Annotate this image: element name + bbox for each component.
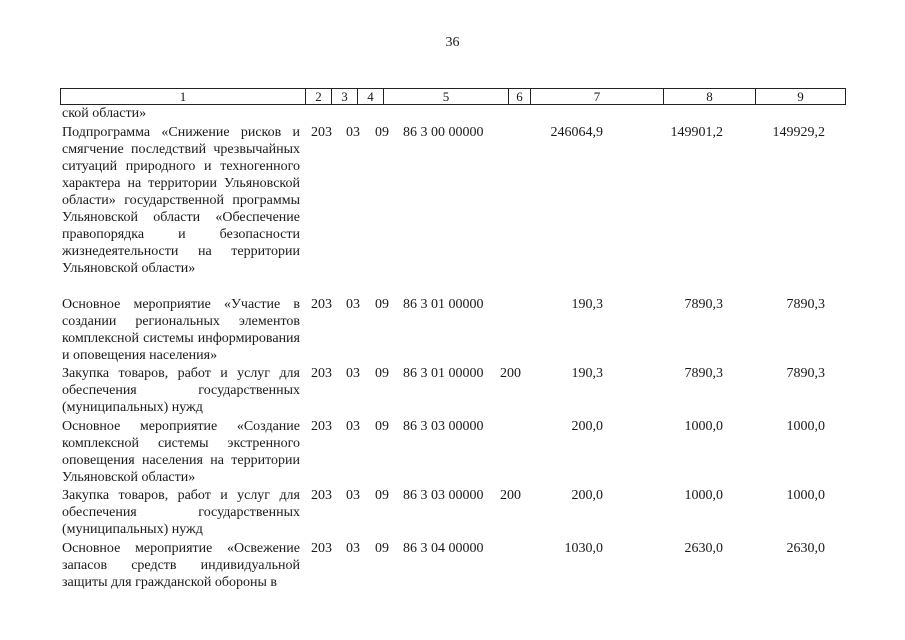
row-col-3: 03: [346, 488, 360, 503]
row-col-8: 1000,0: [684, 488, 723, 503]
row-col-5: 86 3 00 00000: [403, 125, 484, 140]
row-col-4: 09: [375, 366, 389, 381]
row-name: Основное мероприятие «Освежение запасов средств индивидуальной защиты для гражданской обороны в: [62, 541, 300, 590]
row-col-3: 03: [346, 419, 360, 434]
header-col-1: 1: [179, 89, 187, 104]
row-col-9: 1000,0: [786, 488, 825, 503]
row-col-9: 7890,3: [786, 297, 825, 312]
row-col-7: 190,3: [571, 297, 603, 312]
row-col-3: 03: [346, 366, 360, 381]
header-col-4: 4: [357, 89, 383, 104]
row-col-9: 149929,2: [772, 125, 825, 140]
header-col-5: 5: [383, 89, 508, 104]
row-col-6: 200: [500, 366, 521, 381]
row-col-4: 09: [375, 297, 389, 312]
table-header: [60, 88, 846, 105]
row-col-4: 09: [375, 125, 389, 140]
row-col-8: 7890,3: [684, 366, 723, 381]
row-col-2: 203: [311, 125, 332, 140]
row-name: Основное мероприятие «Создание комплексной системы экстренного оповещения населения на территории Ульяновской области»: [62, 419, 300, 485]
row-col-5: 86 3 03 00000: [403, 419, 484, 434]
row-col-6: 200: [500, 488, 521, 503]
row-col-9: 2630,0: [786, 541, 825, 556]
row-col-3: 03: [346, 297, 360, 312]
row-name: Закупка товаров, работ и услуг для обеспечения государственных (муниципальных) нужд: [62, 488, 300, 537]
row-col-2: 203: [311, 366, 332, 381]
row-col-4: 09: [375, 488, 389, 503]
row-name: Основное мероприятие «Участие в создании региональных элементов комплексной системы информирования и оповещения населения»: [62, 297, 300, 363]
row-col-5: 86 3 01 00000: [403, 366, 484, 381]
row-col-7: 190,3: [571, 366, 603, 381]
row-col-2: 203: [311, 541, 332, 556]
row-name: Закупка товаров, работ и услуг для обеспечения государственных (муниципальных) нужд: [62, 366, 300, 415]
header-col-8: 8: [663, 89, 755, 104]
continuation-text: ской области»: [62, 106, 147, 121]
row-col-9: 1000,0: [786, 419, 825, 434]
header-col-2: 2: [305, 89, 331, 104]
row-col-7: 1030,0: [564, 541, 603, 556]
row-col-5: 86 3 03 00000: [403, 488, 484, 503]
header-col-7: 7: [530, 89, 663, 104]
row-col-2: 203: [311, 419, 332, 434]
row-col-8: 149901,2: [670, 125, 723, 140]
row-col-4: 09: [375, 419, 389, 434]
row-col-8: 1000,0: [684, 419, 723, 434]
row-col-7: 200,0: [571, 488, 603, 503]
row-name: Подпрограмма «Снижение рисков и смягчение последствий чрезвычайных ситуаций природного и техногенного характера на территории Ульяновской области» государственной программы Ульяновской области «Обеспечение правопорядка и безопасности жизнедеятельности на территории Ульяновской области»: [62, 125, 300, 276]
row-col-4: 09: [375, 541, 389, 556]
row-col-9: 7890,3: [786, 366, 825, 381]
row-col-7: 200,0: [571, 419, 603, 434]
page-number: 36: [445, 35, 460, 50]
header-col-6: 6: [508, 89, 530, 104]
row-col-7: 246064,9: [550, 125, 603, 140]
header-col-9: 9: [755, 89, 845, 104]
row-col-2: 203: [311, 488, 332, 503]
row-col-2: 203: [311, 297, 332, 312]
row-col-5: 86 3 04 00000: [403, 541, 484, 556]
row-col-8: 7890,3: [684, 297, 723, 312]
header-col-3: 3: [331, 89, 357, 104]
row-col-8: 2630,0: [684, 541, 723, 556]
row-col-5: 86 3 01 00000: [403, 297, 484, 312]
row-col-3: 03: [346, 125, 360, 140]
row-col-3: 03: [346, 541, 360, 556]
